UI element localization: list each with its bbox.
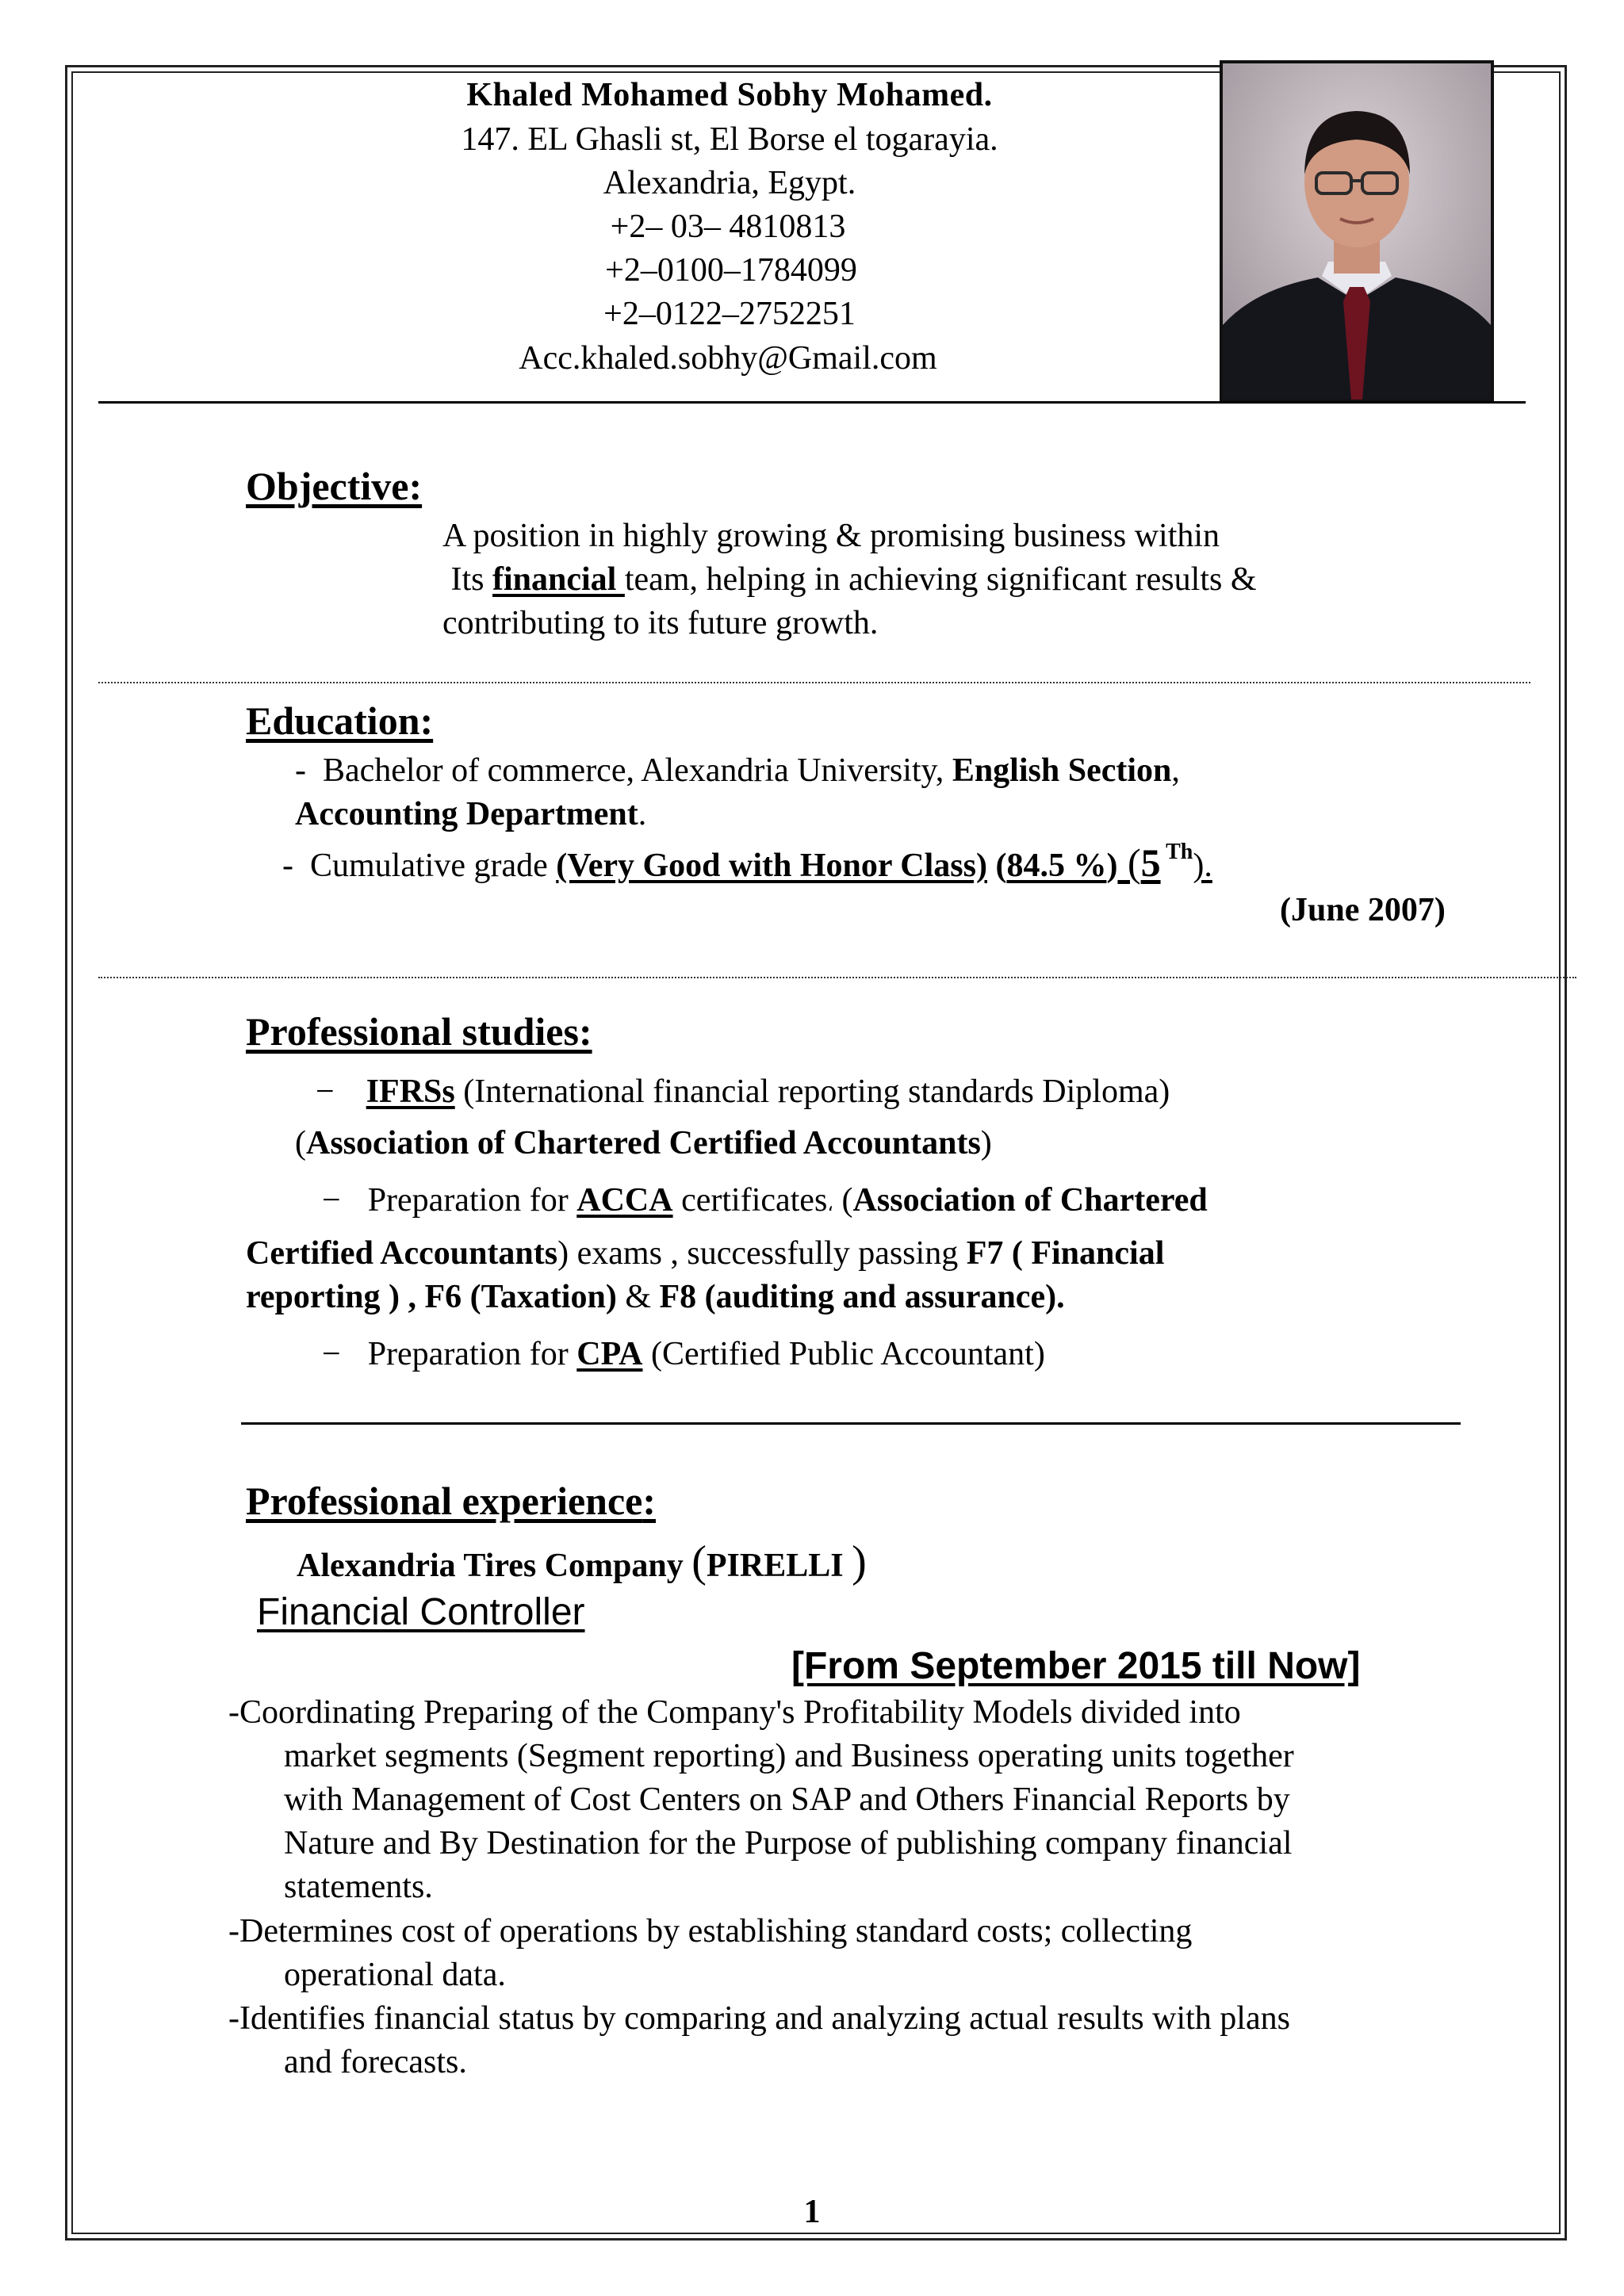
education-section-bold: English Section (952, 752, 1172, 789)
experience-company-brand: PIRELLI (706, 1548, 852, 1584)
education-grade: (Very Good with Honor Class) (556, 848, 987, 884)
studies-item-3-dash: − (322, 1336, 341, 1372)
education-title-text: Education (246, 698, 420, 743)
objective-line-2-post: team, helping in achieving significant results & (624, 561, 1257, 598)
studies-certified-accountants: Certified Accountants (246, 1235, 558, 1272)
studies-item-2-line-3 (246, 1275, 1065, 1319)
experience-bullet-3-line-1: -Identifies financial status by comparing and analyzing actual results with plans (228, 2000, 1290, 2037)
education-rank-open: ( (1117, 840, 1141, 885)
objective-line-1: A position in highly growing & promising business within (442, 518, 1220, 554)
phone-2: +2–0100–1784099 (605, 252, 857, 289)
objective-line-2-pre: Its (442, 561, 492, 598)
experience-bullet-1-line-2: market segments (Segment reporting) and Business operating units together (284, 1738, 1294, 1774)
education-percent-open: ( (986, 848, 1007, 884)
candidate-name: Khaled Mohamed Sobhy Mohamed. (466, 77, 993, 113)
studies-acca-association: Association of Chartered Certified Accountants (306, 1125, 981, 1161)
education-degree: - Bachelor of commerce, Alexandria University, (295, 752, 952, 789)
address-line-2: Alexandria, Egypt. (603, 165, 856, 201)
professional-studies-title-text: Professional studies (246, 1009, 579, 1054)
education-percent-close: ) (1106, 848, 1118, 884)
email[interactable]: Acc.khaled.sobhy@Gmail.com (519, 340, 937, 377)
studies-item-1-line-2 (295, 1121, 992, 1165)
objective-line-3: contributing to its future growth. (442, 605, 879, 641)
studies-f8: F8 (auditing and assurance). (659, 1279, 1065, 1315)
professional-studies-title (246, 1008, 592, 1054)
studies-cpa-bold: CPA (576, 1336, 643, 1372)
education-title (246, 698, 433, 744)
experience-bullet-1-line-5: statements. (284, 1869, 433, 1905)
education-rank-close: ). (1193, 848, 1212, 884)
experience-period: [From September 2015 till Now] (791, 1645, 1361, 1687)
education-divider (98, 977, 1576, 978)
education-department-bold: Accounting Department (295, 796, 638, 832)
education-title-colon: : (419, 698, 434, 743)
page-number: 1 (803, 2194, 821, 2230)
education-grade-label: - Cumulative grade (282, 848, 557, 884)
education-line-2 (295, 792, 646, 836)
experience-company-paren-open: ( (691, 1537, 707, 1586)
studies-item-3 (322, 1332, 1045, 1376)
experience-bullet-3-line-2: and forecasts. (284, 2044, 467, 2080)
studies-item-1-dash: − (316, 1073, 335, 1110)
studies-f6: reporting ) , F6 (Taxation) (246, 1279, 617, 1315)
experience-bullet-2-line-2: operational data. (284, 1957, 506, 1993)
objective-title: Objective: (246, 464, 423, 508)
studies-item-2-mid: certificates (672, 1182, 828, 1219)
education-line-1-post: , (1171, 752, 1180, 789)
portrait-photo-icon (1220, 60, 1494, 403)
experience-bullet-2-line-1: -Determines cost of operations by establishing standard costs; collecting (228, 1913, 1193, 1950)
objective-divider (98, 682, 1530, 683)
education-line-1 (295, 748, 1180, 793)
studies-item-2-line-2 (246, 1231, 1164, 1276)
studies-item-2-line-2-mid: ) exams , successfully passing (557, 1235, 967, 1272)
professional-studies-title-colon: : (578, 1009, 592, 1054)
experience-company-paren-close: ) (852, 1537, 867, 1586)
studies-item-1 (316, 1070, 1170, 1114)
studies-acca-bold: ACCA (576, 1182, 673, 1219)
education-percent: 84.5 % (1006, 848, 1107, 884)
education-rank-sup: Th (1160, 840, 1193, 864)
studies-item-1-rest: (International financial reporting standards Diploma) (454, 1073, 1170, 1110)
header-divider (98, 401, 1526, 404)
education-date: (June 2007) (1280, 892, 1446, 928)
address-line-1: 147. EL Ghasli st, El Borse el togarayia. (461, 121, 998, 158)
objective-financial-bold: financial (492, 561, 625, 598)
experience-bullet-1-line-1: -Coordinating Preparing of the Company's Profitability Models divided into (228, 1694, 1241, 1731)
experience-company-name: Alexandria Tires Company (297, 1548, 692, 1584)
studies-item-2 (322, 1178, 1208, 1223)
studies-item-2-paren-open: ( (833, 1182, 853, 1219)
studies-amp: & (616, 1279, 660, 1315)
professional-experience-title-text: Professional experience (246, 1479, 643, 1523)
studies-item-1-paren-open: ( (295, 1125, 306, 1161)
objective-line-2 (442, 557, 1257, 602)
studies-item-2-pre: Preparation for (367, 1182, 577, 1219)
professional-experience-title (246, 1478, 656, 1524)
education-line-2-post: . (638, 796, 647, 832)
education-line-3 (282, 840, 1212, 888)
experience-role: Financial Controller (257, 1591, 585, 1633)
education-rank: 5 (1140, 840, 1161, 885)
studies-item-2-comma: ، (827, 1195, 834, 1215)
phone-1: +2– 03– 4810813 (610, 209, 846, 245)
experience-bullet-1-line-3: with Management of Cost Centers on SAP and Others Financial Reports by (284, 1781, 1290, 1818)
studies-item-2-paren-bold: Association of Chartered (852, 1182, 1208, 1219)
studies-divider (241, 1422, 1461, 1425)
studies-ifrs-bold: IFRSs (366, 1073, 455, 1110)
experience-company (297, 1537, 867, 1588)
studies-item-1-paren-close: ) (980, 1125, 992, 1161)
studies-item-3-rest: (Certified Public Accountant) (642, 1336, 1045, 1372)
studies-item-2-dash: − (322, 1182, 341, 1219)
studies-f7: F7 ( Financial (966, 1235, 1165, 1272)
professional-experience-title-colon: : (642, 1479, 656, 1523)
experience-bullet-1-line-4: Nature and By Destination for the Purpose of publishing company financial (284, 1825, 1293, 1862)
studies-item-3-pre: Preparation for (367, 1336, 577, 1372)
phone-3: +2–0122–2752251 (603, 296, 856, 332)
